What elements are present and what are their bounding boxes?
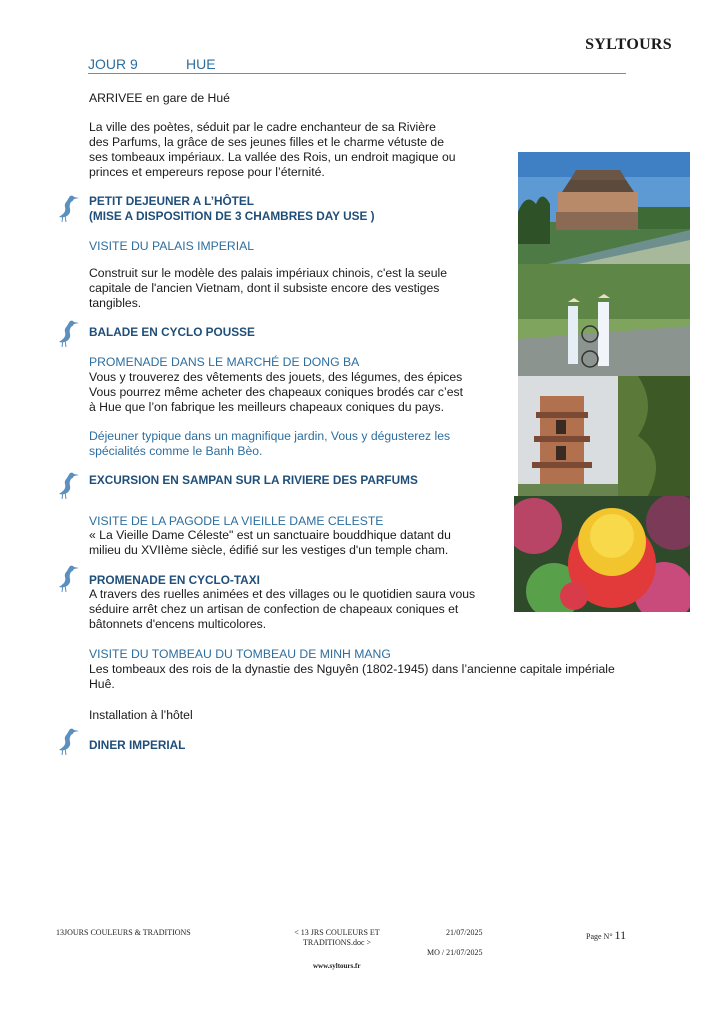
imperial-palace-photo	[518, 152, 690, 264]
header-rule	[88, 73, 626, 74]
palace-title: VISITE DU PALAIS IMPERIAL	[89, 239, 255, 253]
text-line: milieu du XVIIème siècle, édifié sur les vestiges d'un temple cham.	[89, 543, 449, 557]
text-line: « La Vieille Dame Céleste" est un sanctuaire bouddhique datant du	[89, 528, 451, 542]
market-title: PROMENADE DANS LE MARCHÉ DE DONG BA	[89, 355, 360, 369]
pagoda-photo	[518, 376, 690, 496]
text-line: A travers des ruelles animées et des villages ou le quotidien saura vous	[89, 587, 476, 601]
taxi-heading: PROMENADE EN CYCLO-TAXI	[89, 573, 260, 587]
website-link[interactable]: www.syltours.fr	[313, 962, 361, 970]
pagoda-title: VISITE DE LA PAGODE LA VIEILLE DAME CELESTE	[89, 514, 384, 528]
heron-icon	[54, 193, 80, 223]
lunch-paragraph	[89, 429, 450, 459]
tomb-title: VISITE DU TOMBEAU DU TOMBEAU DE MINH MANG	[89, 647, 391, 661]
intro-paragraph	[89, 120, 456, 180]
heading-line: (MISE A DISPOSITION DE 3 CHAMBRES DAY USE )	[89, 209, 375, 223]
text-line: bâtonnets d'encens multicolores.	[89, 617, 267, 631]
text-line: à Hue que l’on fabrique les meilleurs chapeaux coniques du pays.	[89, 400, 445, 414]
cyclo-heading: BALADE EN CYCLO POUSSE	[89, 325, 255, 339]
palace-paragraph	[89, 266, 447, 311]
heron-icon	[54, 726, 80, 756]
footer-doc-line: < 13 JRS COULEURS ET	[294, 928, 380, 937]
day-header	[88, 56, 216, 72]
page-value: 11	[614, 928, 627, 942]
text-line: Huê.	[89, 677, 115, 691]
incense-photo	[514, 496, 690, 612]
footer-document	[278, 928, 396, 948]
ao-dai-women-photo	[518, 264, 690, 376]
tomb-paragraph	[89, 662, 615, 692]
page-number	[586, 928, 626, 943]
text-line: capitale de l'ancien Vietnam, dont il subsiste encore des vestiges	[89, 281, 440, 295]
breakfast-heading	[89, 194, 375, 224]
heron-icon	[54, 470, 80, 500]
install-text: Installation à l’hôtel	[89, 708, 193, 722]
text-line: séduire arrêt chez un artisan de confection de chapeaux coniques et	[89, 602, 459, 616]
text-line: La ville des poètes, séduit par le cadre enchanteur de sa Rivière	[89, 120, 436, 134]
text-line: des Parfums, la grâce de ses jeunes filles et le charme vétuste de	[89, 135, 444, 149]
footer-date: 21/07/2025	[446, 928, 483, 937]
sampan-heading: EXCURSION EN SAMPAN SUR LA RIVIERE DES PARFUMS	[89, 473, 418, 487]
text-line: Déjeuner typique dans un magnifique jardin, Vous y dégusterez les	[89, 429, 451, 443]
text-line: Construit sur le modèle des palais impériaux chinois, c'est la seule	[89, 266, 447, 280]
footer-revision: MO / 21/07/2025	[427, 948, 483, 957]
dinner-heading: DINER IMPERIAL	[89, 738, 186, 752]
day-city: HUE	[186, 56, 216, 72]
market-paragraph	[89, 370, 463, 415]
footer-doc-line: TRADITIONS.doc >	[302, 938, 372, 947]
heron-icon	[54, 563, 80, 593]
heading-line: PETIT DEJEUNER A L’HÔTEL	[89, 194, 254, 208]
text-line: tangibles.	[89, 296, 142, 310]
taxi-paragraph	[89, 587, 475, 632]
heron-icon	[54, 318, 80, 348]
arrival-text: ARRIVEE en gare de Hué	[89, 91, 230, 105]
text-line: spécialités comme le Banh Bèo.	[89, 444, 263, 458]
page-label: Page N°	[586, 932, 613, 941]
day-label: JOUR 9	[88, 56, 138, 72]
text-line: ses tombeaux impériaux. La vallée des Rois, un endroit magique ou	[89, 150, 456, 164]
text-line: Les tombeaux des rois de la dynastie des Nguyên (1802-1945) dans l’ancienne capitale impériale	[89, 662, 615, 676]
brand-logo: SYLTOURS	[585, 36, 672, 53]
pagoda-paragraph	[89, 528, 451, 558]
text-line: Vous pourrez même acheter des chapeaux coniques brodés car c’est	[89, 385, 463, 399]
text-line: princes et empereurs repose pour l’éternité.	[89, 165, 325, 179]
text-line: Vous y trouverez des vêtements des jouets, des légumes, des épices	[89, 370, 463, 384]
footer-title: 13JOURS COULEURS & TRADITIONS	[56, 928, 191, 937]
